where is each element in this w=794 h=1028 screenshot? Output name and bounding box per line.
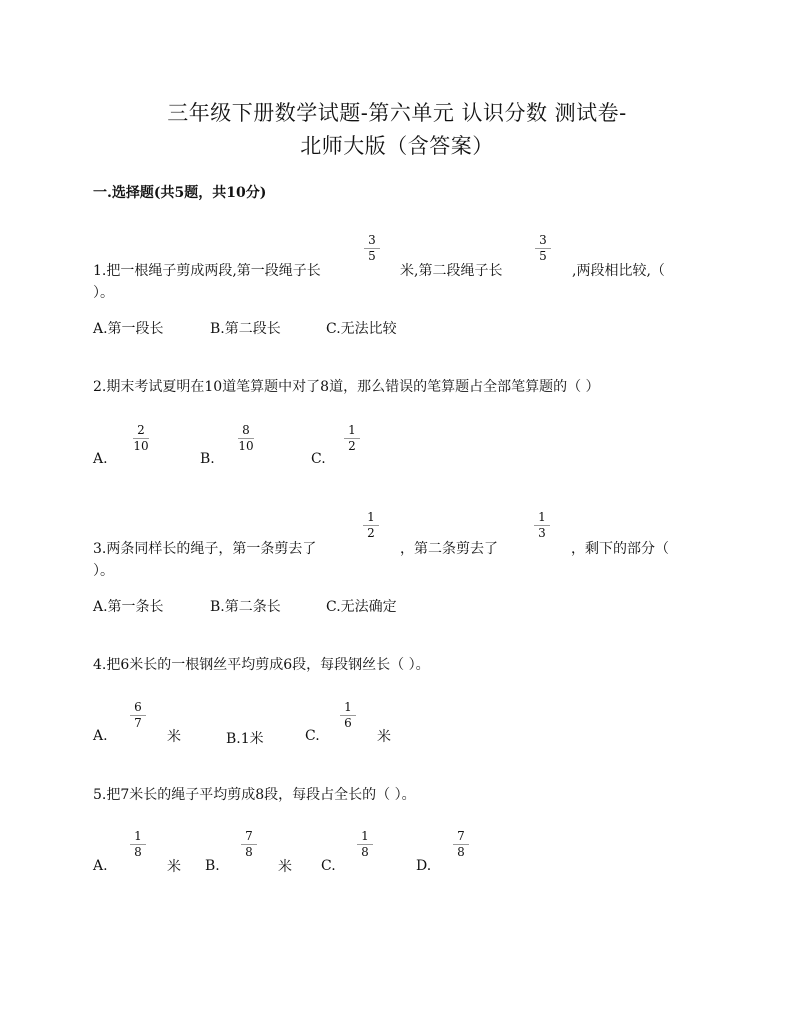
question-4-text: 4.把6米长的一根钢丝平均剪成6段，每段钢丝长（ ）。 [93,657,430,673]
fraction-denominator: 8 [245,845,253,859]
question-1-fraction-2 [531,233,555,264]
fraction-denominator: 10 [133,439,149,453]
page-title-line-1: 三年级下册数学试题-第六单元 认识分数 测试卷- [167,101,627,125]
question-5-option-a[interactable]: A. [93,858,108,874]
fraction-denominator: 8 [361,845,369,859]
question-3-option-a[interactable]: A.第一条长 [93,599,164,615]
question-1-text-b: 米,第二段绳子长 [400,263,503,279]
fraction-numerator: 7 [457,829,465,843]
question-3-text-a: 3.两条同样长的绳子，第一条剪去了 [93,541,317,557]
fraction-numerator: 1 [538,510,546,524]
fraction-numerator: 6 [134,700,142,714]
question-4-option-a-unit: 米 [167,729,181,745]
question-2-option-b-fraction [234,423,258,454]
question-1-text-c: ,两段相比较,（ [572,263,665,279]
question-3-text-b: ，第二条剪去了 [400,541,498,557]
fraction-numerator: 1 [348,423,356,437]
question-2-option-a-fraction [129,423,153,454]
question-3-fraction-1 [359,510,383,541]
fraction-denominator: 3 [538,526,546,540]
question-2-option-c[interactable]: C. [311,451,326,467]
fraction-numerator: 7 [245,829,253,843]
question-3-option-b[interactable]: B.第二条长 [210,599,281,615]
fraction-denominator: 6 [344,716,352,730]
question-2-option-a[interactable]: A. [93,451,108,467]
question-3-fraction-2 [530,510,554,541]
question-5-option-a-unit: 米 [167,859,181,875]
question-5-option-b-fraction [237,829,261,860]
question-1-fraction-1 [360,233,384,264]
question-2-text: 2.期末考试夏明在10道笔算题中对了8道，那么错误的笔算题占全部笔算题的（ ） [93,379,600,395]
fraction-numerator: 3 [368,233,376,247]
fraction-denominator: 8 [134,845,142,859]
page-title-line-2: 北师大版（含答案） [300,134,494,158]
question-2-option-b[interactable]: B. [200,451,215,467]
fraction-denominator: 10 [238,439,254,453]
fraction-numerator: 1 [361,829,369,843]
question-5-option-b-unit: 米 [278,859,292,875]
fraction-denominator: 7 [134,716,142,730]
question-1-text-a: 1.把一根绳子剪成两段,第一段绳子长 [93,263,321,279]
question-4-option-a-fraction [126,700,150,731]
question-1-text-line-2: ）。 [93,285,114,301]
question-5-option-d-fraction [449,829,473,860]
fraction-denominator: 2 [348,439,356,453]
question-5-option-b[interactable]: B. [205,858,220,874]
fraction-denominator: 5 [368,249,376,263]
fraction-numerator: 2 [137,423,145,437]
question-5-option-c[interactable]: C. [321,858,336,874]
fraction-numerator: 3 [539,233,547,247]
question-4-option-a[interactable]: A. [93,728,108,744]
question-4-option-c[interactable]: C. [305,728,320,744]
fraction-denominator: 2 [367,526,375,540]
fraction-denominator: 8 [457,845,465,859]
question-1-option-b[interactable]: B.第二段长 [210,321,281,337]
question-4-option-b[interactable]: B.1米 [226,731,264,747]
question-4-option-c-fraction [336,700,360,731]
question-3-option-c[interactable]: C.无法确定 [326,599,397,615]
question-1-option-a[interactable]: A.第一段长 [93,321,164,337]
question-4-option-c-unit: 米 [377,729,391,745]
question-5-option-c-fraction [353,829,377,860]
section-heading: 一.选择题(共5题，共10分) [93,185,267,201]
fraction-denominator: 5 [539,249,547,263]
fraction-numerator: 1 [367,510,375,524]
question-3-text-c: ，剩下的部分（ [571,541,669,557]
question-2-option-c-fraction [340,423,364,454]
question-5-text: 5.把7米长的绳子平均剪成8段，每段占全长的（ ）。 [93,787,416,803]
question-3-text-line-2: ）。 [93,563,114,579]
fraction-numerator: 1 [344,700,352,714]
question-1-option-c[interactable]: C.无法比较 [326,321,397,337]
fraction-numerator: 1 [134,829,142,843]
question-5-option-a-fraction [126,829,150,860]
fraction-numerator: 8 [242,423,250,437]
question-5-option-d[interactable]: D. [416,858,432,874]
